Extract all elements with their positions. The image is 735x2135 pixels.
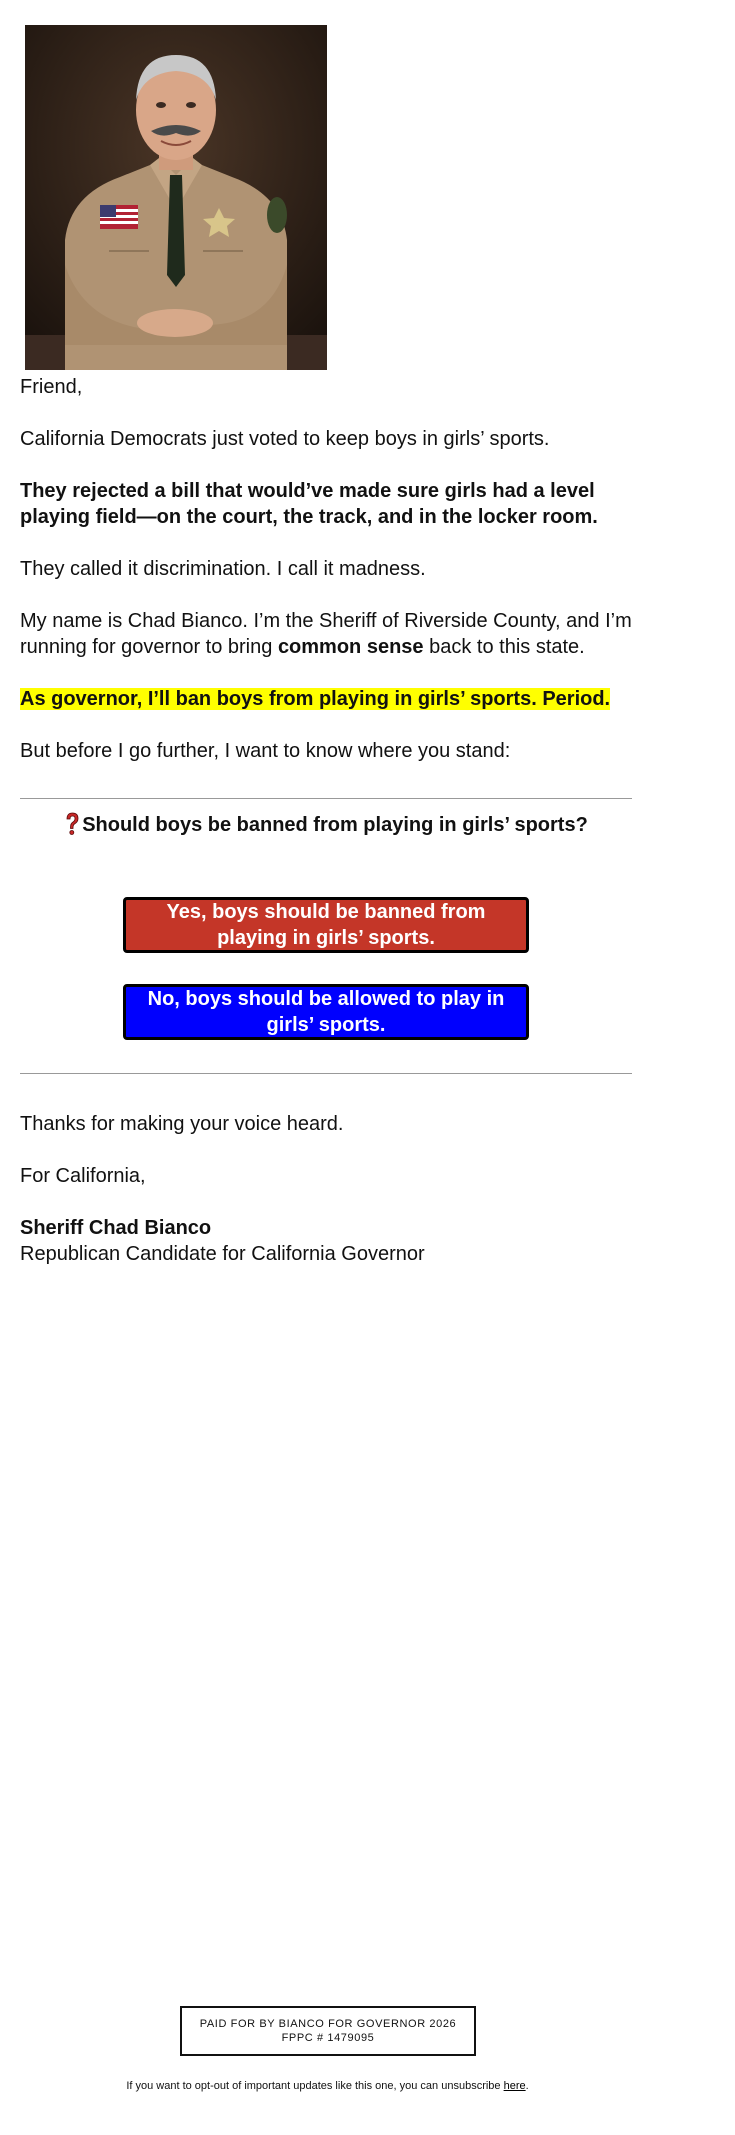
paragraph-where-you-stand: But before I go further, I want to know where you stand: — [20, 740, 511, 762]
fppc-number: FPPC # 1479095 — [281, 2032, 375, 2044]
signature-title: Republican Candidate for California Governor — [20, 1243, 425, 1265]
paragraph-introduction-end: back to this state. — [423, 636, 585, 658]
greeting: Friend, — [20, 376, 83, 398]
signoff-line: For California, — [20, 1165, 146, 1187]
vote-no-button[interactable]: No, boys should be allowed to play in girls’ sports. — [123, 984, 529, 1040]
unsubscribe-end: . — [525, 2080, 529, 2092]
common-sense-emphasis: common sense — [277, 636, 424, 658]
paragraph-madness: They called it discrimination. I call it madness. — [20, 558, 426, 580]
unsubscribe-text: If you want to opt-out of important updates like this one, you can unsubscribe — [126, 2080, 504, 2092]
red-question-mark-icon — [64, 812, 80, 836]
poll-question-text: Should boys be banned from playing in girls’ sports? — [82, 814, 588, 836]
poll-question — [20, 812, 632, 838]
vote-yes-button[interactable]: Yes, boys should be banned from playing in girls’ sports. — [123, 897, 529, 953]
paragraph-intro: California Democrats just voted to keep boys in girls’ sports. — [20, 428, 550, 450]
paragraph-bill-rejected: They rejected a bill that would’ve made sure girls had a level playing field—on the court, the track, and in the locker room. — [20, 480, 598, 528]
paid-for-text: PAID FOR BY BIANCO FOR GOVERNOR 2026 — [199, 2018, 457, 2030]
thanks-line: Thanks for making your voice heard. — [20, 1113, 344, 1135]
unsubscribe-link[interactable]: here — [503, 2080, 526, 2092]
paid-for-disclaimer — [180, 2006, 476, 2056]
poll-divider-bottom — [20, 1073, 632, 1074]
paragraph-pledge — [20, 686, 635, 712]
signature-name: Sheriff Chad Bianco — [20, 1217, 212, 1239]
candidate-photo — [25, 25, 327, 370]
unsubscribe-notice — [0, 2079, 655, 2093]
highlighted-pledge: As governor, I’ll ban boys from playing in girls’ sports. Period. — [20, 688, 611, 710]
paragraph-introduction — [20, 608, 635, 660]
poll-divider-top — [20, 798, 632, 799]
paragraph-introduction-start: My name is Chad Bianco. I’m the Sheriff of Riverside County, and I’m running for governor to bring — [20, 610, 632, 658]
